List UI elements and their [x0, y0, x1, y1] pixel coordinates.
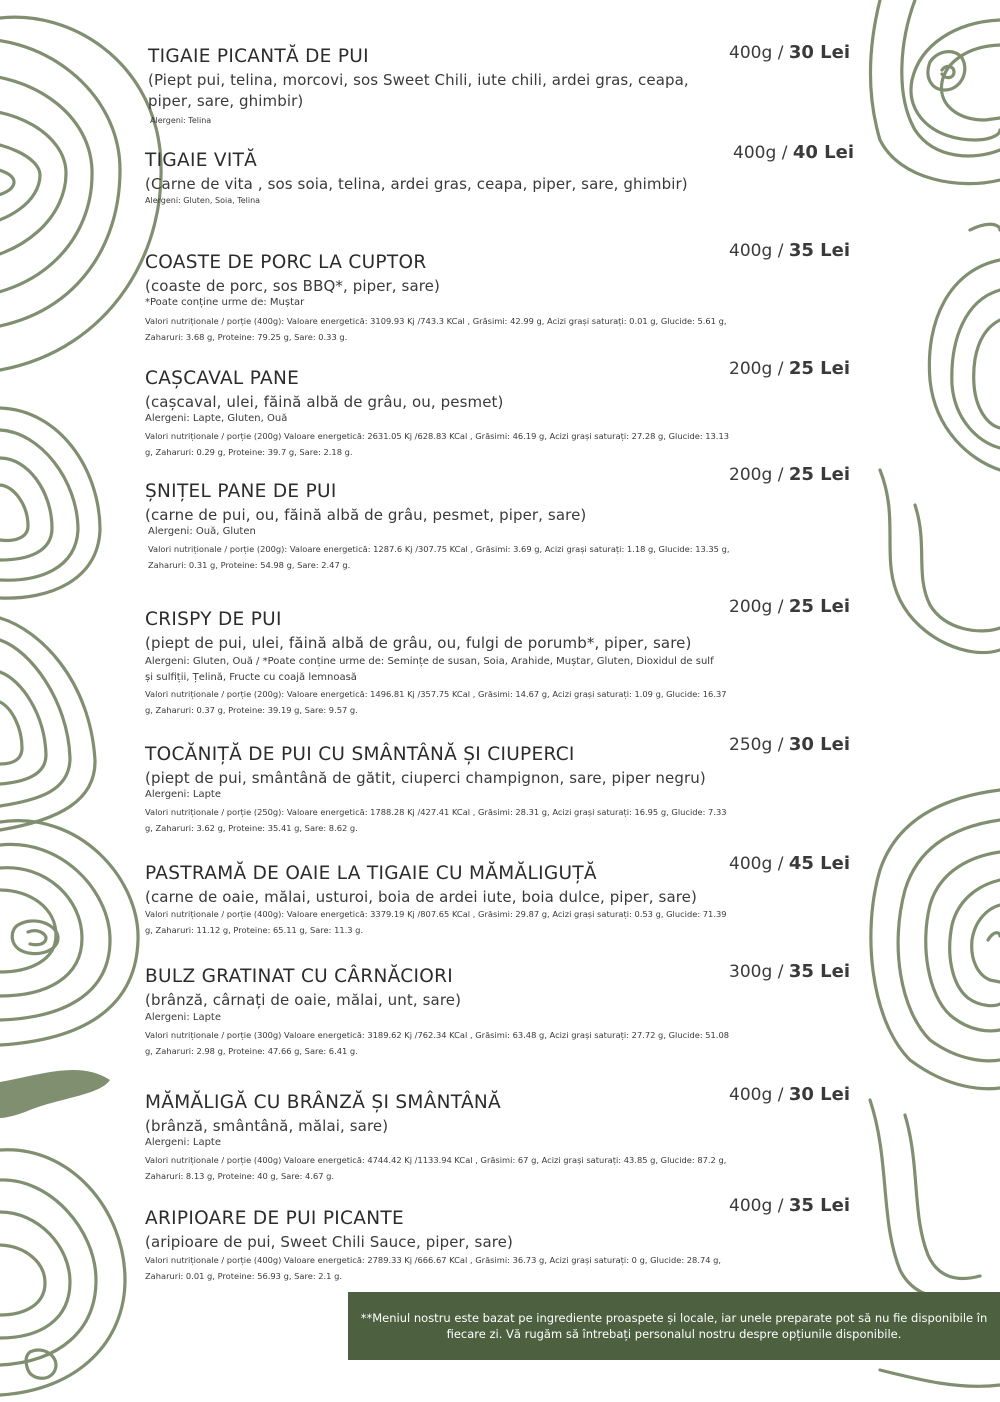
item-nutrition: Valori nutriționale / porție (200g): Valoare energetică: 1287.6 Kj /307.75 KCal , Grăsimi: 3.69 g, Acizi grași saturați: 1.18 g, Glucide: 13.35 g, Zaharuri: 0.31 g, Proteine: 54.98 g, Sare: 2.47 g. [148, 544, 730, 570]
item-weight: 200g / [729, 597, 784, 617]
item-allergens: Alergeni: Lapte, Gluten, Ouă [145, 413, 288, 424]
item-price-value: 25 Lei [788, 464, 850, 485]
item-nutrition: Valori nutriționale / porție (400g) Valoare energetică: 2789.33 Kj /666.67 KCal , Grăsimi: 36.73 g, Acizi grași saturați: 0 g, Glucide: 28.74 g, Zaharuri: 0.01 g, Proteine: 56.93 g, Sare: 2.1 g. [145, 1255, 722, 1281]
item-name: CAȘCAVAL PANE [145, 368, 300, 389]
item-price-value: 30 Lei [788, 1084, 850, 1105]
item-price [729, 1084, 850, 1105]
item-weight: 200g / [729, 465, 784, 485]
item-name: TIGAIE VITĂ [145, 150, 258, 171]
item-name: PASTRAMĂ DE OAIE LA TIGAIE CU MĂMĂLIGUȚĂ [145, 863, 597, 884]
item-price-value: 25 Lei [788, 358, 850, 379]
item-weight: 250g / [729, 735, 784, 755]
item-weight: 400g / [729, 1196, 784, 1216]
item-name: BULZ GRATINAT CU CÂRNĂCIORI [145, 966, 454, 987]
item-allergens: Alergeni: Lapte [145, 1012, 221, 1023]
item-price-value: 45 Lei [788, 853, 850, 874]
item-price [733, 142, 854, 163]
item-weight: 400g / [729, 43, 784, 63]
item-weight: 400g / [733, 143, 788, 163]
item-price [729, 853, 850, 874]
item-name: TIGAIE PICANTĂ DE PUI [148, 46, 369, 67]
item-nutrition: Valori nutriționale / porție (400g): Valoare energetică: 3109.93 Kj /743.3 KCal , Grăsimi: 42.99 g, Acizi grași saturați: 0.01 g, Glucide: 5.61 g, Zaharuri: 3.68 g, Proteine: 79.25 g, Sare: 0.33 g. [145, 316, 727, 342]
item-price [729, 961, 850, 982]
item-nutrition: Valori nutriționale / porție (200g): Valoare energetică: 1496.81 Kj /357.75 KCal , Grăsimi: 14.67 g, Acizi grași saturați: 1.09 g, Glucide: 16.37 g, Zaharuri: 0.37 g, Proteine: 39.19 g, Sare: 9.57 g. [145, 689, 727, 715]
item-name: COASTE DE PORC LA CUPTOR [145, 252, 427, 273]
item-description: (carne de pui, ou, făină albă de grâu, pesmet, piper, sare) [145, 506, 587, 524]
item-price [729, 596, 850, 617]
item-description: (coaste de porc, sos BBQ*, piper, sare) [145, 277, 440, 295]
item-price-value: 30 Lei [788, 42, 850, 63]
item-description: (brânză, smântână, mălai, sare) [145, 1117, 389, 1135]
item-nutrition: Valori nutriționale / porție (400g): Valoare energetică: 3379.19 Kj /807.65 KCal , Grăsimi: 29.87 g, Acizi grași saturați: 0.53 g, Glucide: 71.39 g, Zaharuri: 11.12 g, Proteine: 65.11 g, Sare: 11.3 g. [145, 909, 727, 935]
item-weight: 400g / [729, 1085, 784, 1105]
item-description: (cașcaval, ulei, făină albă de grâu, ou, pesmet) [145, 393, 504, 411]
item-allergens: Alergeni: Telina [150, 116, 212, 125]
item-nutrition: Valori nutriționale / porție (250g): Valoare energetică: 1788.28 Kj /427.41 KCal , Grăsimi: 28.31 g, Acizi grași saturați: 16.95 g, Glucide: 7.33 g, Zaharuri: 3.62 g, Proteine: 35.41 g, Sare: 8.62 g. [145, 807, 727, 833]
item-description: (piept de pui, ulei, făină albă de grâu, ou, fulgi de porumb*, piper, sare) [145, 634, 692, 652]
item-name: MĂMĂLIGĂ CU BRÂNZĂ ȘI SMÂNTÂNĂ [145, 1092, 502, 1113]
item-price-value: 35 Lei [788, 1195, 850, 1216]
item-weight: 400g / [729, 241, 784, 261]
item-weight: 200g / [729, 359, 784, 379]
item-allergens: Alergeni: Lapte [145, 789, 221, 800]
item-nutrition: Valori nutriționale / porție (200g) Valoare energetică: 2631.05 Kj /628.83 KCal , Grăsimi: 46.19 g, Acizi grași saturați: 27.28 g, Glucide: 13.13 g, Zaharuri: 0.29 g, Proteine: 39.7 g, Sare: 2.18 g. [145, 431, 730, 457]
item-description: (brânză, cârnați de oaie, mălai, unt, sare) [145, 991, 462, 1009]
item-price [729, 464, 850, 485]
item-price-value: 25 Lei [788, 596, 850, 617]
item-allergens: Alergeni: Gluten, Soia, Telina [145, 196, 261, 205]
item-description: (aripioare de pui, Sweet Chili Sauce, piper, sare) [145, 1233, 513, 1251]
availability-note: **Meniul nostru este bazat pe ingrediente proaspete și locale, iar unele preparate pot să nu fie disponibile în fiecare zi. Vă rugăm să întrebați personalul nostru despre opțiunile disponibile. [348, 1292, 1000, 1360]
item-price [729, 734, 850, 755]
item-weight: 300g / [729, 962, 784, 982]
item-name: CRISPY DE PUI [145, 609, 282, 630]
item-price [729, 358, 850, 379]
item-allergens: Alergeni: Gluten, Ouă / *Poate conține urme de: Semințe de susan, Soia, Arahide, Muștar, Gluten, Dioxidul de sulf și sulfiții, Țelină, Fructe cu coajă lemnoasă [145, 656, 714, 683]
item-allergens: Alergeni: Lapte [145, 1137, 221, 1148]
item-name: ȘNIȚEL PANE DE PUI [145, 481, 337, 502]
item-weight: 400g / [729, 854, 784, 874]
item-price-value: 30 Lei [788, 734, 850, 755]
item-allergens: *Poate conține urme de: Muștar [145, 297, 305, 308]
item-description: (Carne de vita , sos soia, telina, ardei gras, ceapa, piper, sare, ghimbir) [145, 175, 688, 193]
item-allergens: Alergeni: Ouă, Gluten [148, 526, 256, 537]
item-description: (Piept pui, telina, morcovi, sos Sweet Chili, iute chili, ardei gras, ceapa, piper, sare, ghimbir) [148, 71, 689, 110]
item-price [729, 1195, 850, 1216]
item-description: (piept de pui, smântână de gătit, ciuperci champignon, sare, piper negru) [145, 769, 706, 787]
item-price [729, 42, 850, 63]
item-price-value: 35 Lei [788, 240, 850, 261]
item-description: (carne de oaie, mălai, usturoi, boia de ardei iute, boia dulce, piper, sare) [145, 888, 697, 906]
item-name: ARIPIOARE DE PUI PICANTE [145, 1208, 404, 1229]
item-price [729, 240, 850, 261]
item-price-value: 35 Lei [788, 961, 850, 982]
item-nutrition: Valori nutriționale / porție (400g) Valoare energetică: 4744.42 Kj /1133.94 KCal , Grăsimi: 67 g, Acizi grași saturați: 43.85 g, Glucide: 87.2 g, Zaharuri: 8.13 g, Proteine: 40 g, Sare: 4.67 g. [145, 1155, 727, 1181]
item-price-value: 40 Lei [792, 142, 854, 163]
item-nutrition: Valori nutriționale / porție (300g) Valoare energetică: 3189.62 Kj /762.34 KCal , Grăsimi: 63.48 g, Acizi grași saturați: 27.72 g, Glucide: 51.08 g, Zaharuri: 2.98 g, Proteine: 47.66 g, Sare: 6.41 g. [145, 1030, 730, 1056]
item-name: TOCĂNIȚĂ DE PUI CU SMÂNTÂNĂ ȘI CIUPERCI [145, 744, 575, 765]
